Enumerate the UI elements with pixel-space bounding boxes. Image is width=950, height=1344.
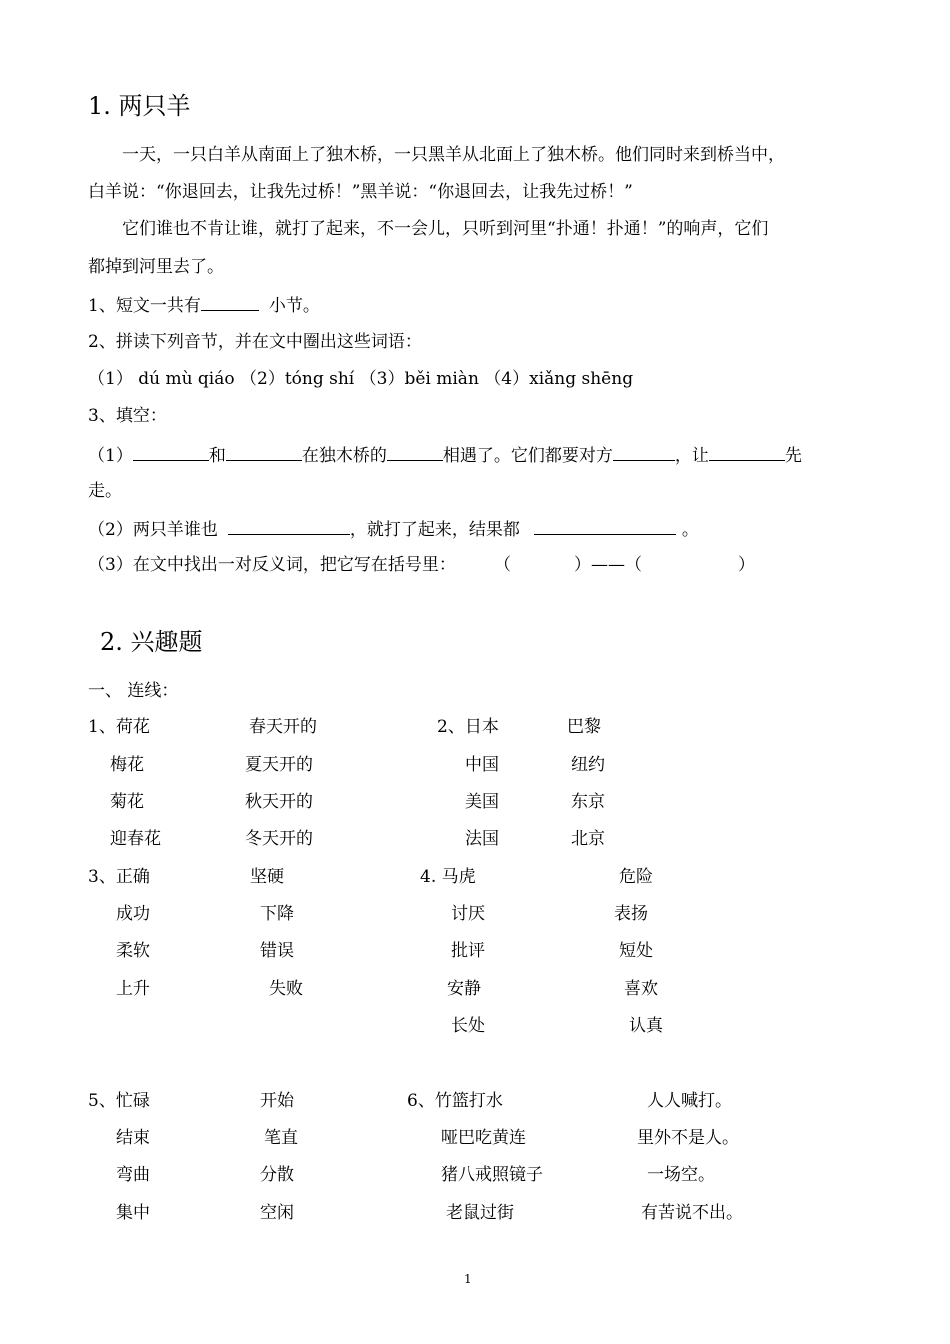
match-right-item[interactable]: 冬天开的 (245, 829, 313, 849)
match-left-item[interactable]: 长处 (451, 1016, 485, 1036)
match-left-item[interactable]: 弯曲 (116, 1165, 150, 1185)
match-right-item[interactable]: 分散 (260, 1165, 294, 1185)
match-right-item[interactable]: 喜欢 (624, 979, 658, 999)
match-right-item[interactable]: 开始 (260, 1091, 294, 1111)
question-2: 2、拼读下列音节，并在文中圈出这些词语： (88, 332, 422, 352)
match-left-item[interactable]: 5、忙碌 (88, 1091, 150, 1111)
match-left-item[interactable]: 老鼠过街 (446, 1203, 514, 1223)
match-left-item[interactable]: 法国 (465, 829, 499, 849)
match-left-item[interactable]: 集中 (116, 1203, 150, 1223)
q3-2-part-c: 。 (681, 520, 699, 540)
match-left-item[interactable]: 猪八戒照镜子 (441, 1165, 543, 1185)
passage-para1-line2: 白羊说：“你退回去，让我先过桥！”黑羊说：“你退回去，让我先过桥！” (88, 182, 633, 202)
match-right-item[interactable]: 空闲 (260, 1203, 294, 1223)
match-left-item[interactable]: 批评 (451, 941, 485, 961)
match-left-item[interactable]: 1、荷花 (88, 717, 150, 737)
answer-blank[interactable] (133, 444, 209, 461)
match-right-item[interactable]: 有苦说不出。 (641, 1203, 743, 1223)
match-left-item[interactable]: 上升 (116, 979, 150, 999)
match-left-item[interactable]: 讨厌 (451, 904, 485, 924)
q3-1-part-c: 在独木桥的 (301, 446, 387, 466)
match-left-item[interactable]: 菊花 (110, 792, 144, 812)
match-left-item[interactable]: 结束 (116, 1128, 150, 1148)
match-right-item[interactable]: 坚硬 (250, 867, 284, 887)
match-left-item[interactable]: 6、竹篮打水 (407, 1091, 503, 1111)
match-right-item[interactable]: 纽约 (571, 755, 605, 775)
question-3-3: （3）在文中找出一对反义词，把它写在括号里： (88, 555, 456, 575)
match-right-item[interactable]: 一场空。 (647, 1165, 715, 1185)
match-left-item[interactable]: 柔软 (116, 941, 150, 961)
question-3: 3、填空： (88, 406, 167, 426)
question-3-1 (88, 444, 802, 466)
answer-blank[interactable] (226, 444, 302, 461)
q3-1-part-a: （1） (88, 446, 133, 466)
match-right-item[interactable]: 人人喊打。 (647, 1091, 732, 1111)
match-left-item[interactable]: 美国 (465, 792, 499, 812)
question-3-2 (88, 518, 699, 540)
match-right-item[interactable]: 春天开的 (249, 717, 317, 737)
match-right-item[interactable]: 北京 (571, 829, 605, 849)
passage-para2-line2: 都掉到河里去了。 (88, 257, 224, 277)
pinyin-line: （1） dú mù qiáo （2）tóng shí （3）běi miàn （4）xiǎng shēng (88, 369, 634, 389)
match-right-item[interactable]: 笔直 (264, 1128, 298, 1148)
antonym-open-paren: （ (494, 555, 511, 575)
passage-para2-line1: 它们谁也不肯让谁，就打了起来，不一会儿，只听到河里“扑通！扑通！”的响声，它们 (122, 219, 769, 239)
match-right-item[interactable]: 东京 (571, 792, 605, 812)
antonym-close-paren: ） (738, 555, 755, 575)
match-left-item[interactable]: 3、正确 (88, 867, 150, 887)
answer-blank[interactable] (228, 518, 350, 535)
section2-heading: 2. 兴趣题 (100, 628, 203, 656)
answer-blank[interactable] (387, 444, 443, 461)
match-left-item[interactable]: 4. 马虎 (420, 867, 476, 887)
q3-1-part-e: ，让 (674, 446, 709, 466)
answer-blank[interactable] (613, 444, 675, 461)
match-right-item[interactable]: 短处 (619, 941, 653, 961)
match-left-item[interactable]: 成功 (116, 904, 150, 924)
answer-blank[interactable] (534, 518, 676, 535)
match-right-item[interactable]: 里外不是人。 (637, 1128, 739, 1148)
match-left-item[interactable]: 梅花 (110, 755, 144, 775)
answer-blank[interactable] (201, 294, 259, 311)
passage-para1-line1: 一天，一只白羊从南面上了独木桥，一只黑羊从北面上了独木桥。他们同时来到桥当中， (122, 145, 785, 165)
match-left-item[interactable]: 迎春花 (110, 829, 161, 849)
q3-1-part-d: 相遇了。它们都要对方 (442, 446, 613, 466)
match-left-item[interactable]: 2、日本 (437, 717, 499, 737)
match-right-item[interactable]: 巴黎 (567, 717, 601, 737)
match-right-item[interactable]: 错误 (260, 941, 294, 961)
question-1-prefix: 1、短文一共有 (88, 296, 201, 316)
match-right-item[interactable]: 认真 (629, 1016, 663, 1036)
matching-intro: 一、 连线： (88, 681, 179, 701)
page-number: 1 (464, 1272, 472, 1286)
q3-1-part-f: 先 (784, 446, 802, 466)
match-left-item[interactable]: 哑巴吃黄连 (441, 1128, 526, 1148)
match-right-item[interactable]: 表扬 (614, 904, 648, 924)
match-left-item[interactable]: 安静 (447, 979, 481, 999)
question-1 (88, 294, 320, 316)
match-right-item[interactable]: 秋天开的 (245, 792, 313, 812)
question-1-suffix: 小节。 (268, 296, 320, 316)
q3-2-part-b: ，就打了起来，结果都 (349, 520, 520, 540)
match-left-item[interactable]: 中国 (465, 755, 499, 775)
q3-1-part-g: 走。 (88, 481, 122, 501)
answer-blank[interactable] (709, 444, 785, 461)
match-right-item[interactable]: 夏天开的 (245, 755, 313, 775)
q3-2-part-a: （2）两只羊谁也 (88, 520, 218, 540)
match-right-item[interactable]: 危险 (619, 867, 653, 887)
match-right-item[interactable]: 下降 (260, 904, 294, 924)
q3-1-part-b: 和 (208, 446, 226, 466)
antonym-middle: ）——（ (574, 555, 642, 575)
match-right-item[interactable]: 失败 (269, 979, 303, 999)
section1-heading: 1. 两只羊 (88, 92, 191, 120)
